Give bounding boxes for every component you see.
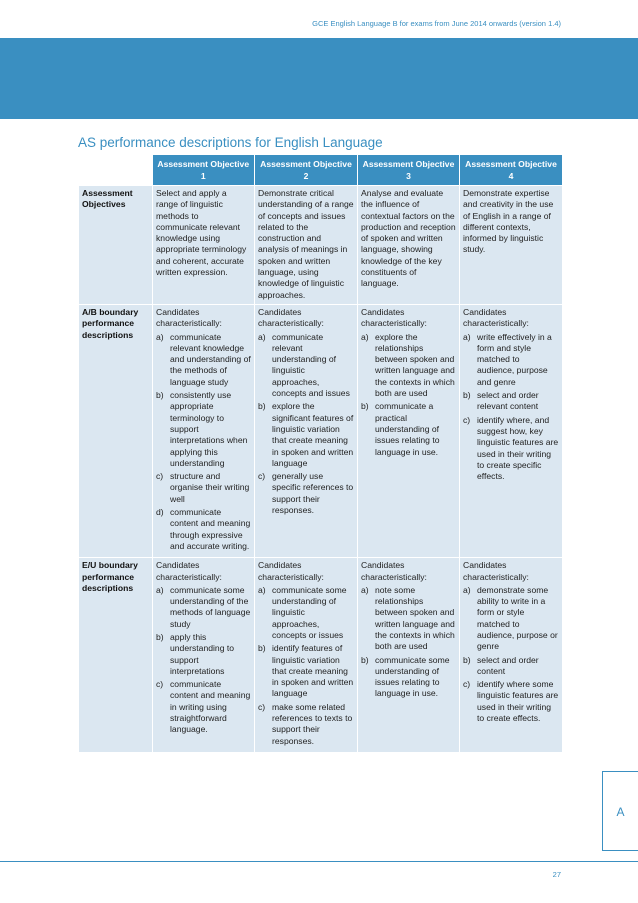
list-marker: a) [156, 331, 164, 342]
list-item-text: identify where some linguistic features are used in their writing to create effects. [477, 679, 559, 724]
list-item-text: demonstrate some ability to write in a form or style matched to audience, purpose or genre [477, 584, 558, 652]
list-item-text: explore the relationships between spoken and written language and the contexts in which both are used [375, 331, 455, 399]
list-marker: d) [156, 507, 164, 518]
list-marker: c) [463, 679, 471, 690]
list-marker: c) [463, 414, 471, 425]
descriptor-list [463, 585, 559, 725]
cell-intro: Candidates characteristically: [258, 306, 324, 329]
page-number: 27 [552, 870, 561, 879]
cell-text: Select and apply a range of linguistic methods to communicate relevant knowledge using appropriate terminology and coherent, accurate written expression. [156, 188, 247, 278]
list-item [156, 390, 251, 469]
list-item-text: communicate content and meaning through expressive and accurate writing. [170, 507, 251, 551]
descriptor-list [156, 585, 251, 736]
section-tab-label: A [616, 805, 625, 819]
table-cell [460, 304, 563, 557]
list-item [361, 655, 456, 700]
list-item-text: select and order relevant content [477, 390, 539, 412]
list-marker: a) [258, 584, 266, 595]
list-item-text: structure and organise their writing well [170, 471, 250, 504]
list-item [156, 585, 251, 630]
list-item-text: write effectively in a form and style matched to audience, purpose and genre [477, 331, 552, 387]
footer-rule [0, 861, 638, 862]
performance-table [78, 155, 563, 753]
cell-intro: Candidates characteristically: [463, 306, 529, 329]
list-item-text: make some related references to texts to support their responses. [272, 701, 353, 746]
list-item-text: communicate a practical understanding of issues relating to language in use. [375, 401, 440, 457]
list-marker: b) [156, 631, 164, 642]
row-header: A/B boundary performance descriptions [79, 304, 153, 557]
table-cell [255, 304, 358, 557]
list-item-text: communicate content and meaning in writing using straightforward language. [170, 679, 251, 735]
cell-text: Demonstrate expertise and creativity in the use of English in a range of different contexts, informed by linguistic study. [463, 188, 554, 255]
list-item [258, 702, 354, 747]
list-marker: b) [361, 654, 369, 665]
descriptor-list [258, 332, 354, 517]
cell-intro: Candidates characteristically: [258, 560, 324, 582]
list-item [463, 390, 559, 413]
list-marker: b) [258, 643, 266, 654]
list-item-text: explore the significant features of linguistic variation that create meaning in spoken and written language [272, 401, 354, 468]
row-header: E/U boundary performance descriptions [79, 558, 153, 753]
list-item-text: communicate some understanding of issues relating to language in use. [375, 654, 450, 699]
list-marker: a) [463, 331, 471, 342]
list-item [463, 585, 559, 653]
list-marker: c) [156, 471, 164, 482]
list-item [156, 332, 251, 388]
list-item-text: identify features of linguistic variation that create meaning in spoken and written language [272, 643, 354, 699]
column-header: Assessment Objective 1 [153, 155, 255, 186]
list-item-text: consistently use appropriate terminology to support interpretations when applying this understanding [170, 390, 248, 468]
table-header-row [79, 155, 563, 186]
list-item-text: communicate some understanding of the methods of language study [170, 584, 251, 629]
cell-text: Demonstrate critical understanding of a range of concepts and issues related to the construction and analysis of meanings in spoken and written language, using knowledge of linguistic approaches. [258, 188, 354, 300]
table-corner [79, 155, 153, 186]
table-cell [358, 558, 460, 753]
list-item [156, 471, 251, 505]
table-row [79, 186, 563, 305]
list-marker: a) [156, 584, 164, 595]
table-body [79, 186, 563, 753]
list-item-text: note some relationships between spoken and written language and the contexts in which both are used [375, 584, 455, 652]
list-marker: a) [361, 584, 369, 595]
descriptor-list [361, 585, 456, 700]
list-item-text: generally use specific references to support their responses. [272, 471, 354, 516]
row-header: Assessment Objectives [79, 186, 153, 305]
table-cell [153, 304, 255, 557]
table-cell [460, 186, 563, 305]
list-marker: b) [156, 390, 164, 401]
list-item [463, 415, 559, 483]
list-marker: b) [258, 401, 266, 412]
cell-intro: Candidates characteristically: [463, 560, 529, 582]
list-item [463, 655, 559, 678]
table-cell [255, 558, 358, 753]
descriptor-list [258, 585, 354, 747]
list-marker: c) [258, 701, 266, 712]
list-item [463, 679, 559, 724]
list-item [361, 401, 456, 457]
list-item [463, 332, 559, 388]
list-marker: c) [156, 679, 164, 690]
list-item [156, 679, 251, 735]
section-tab [602, 771, 638, 851]
table-cell [358, 304, 460, 557]
list-item [156, 632, 251, 677]
table-row [79, 304, 563, 557]
list-marker: b) [463, 390, 471, 401]
list-item [156, 507, 251, 552]
descriptor-list [463, 332, 559, 483]
table-cell [153, 186, 255, 305]
list-item [258, 471, 354, 516]
list-item [258, 585, 354, 641]
list-marker: c) [258, 471, 266, 482]
table-cell [153, 558, 255, 753]
list-item-text: communicate relevant understanding of linguistic approaches, concepts and issues [272, 331, 350, 399]
cell-intro: Candidates characteristically: [361, 560, 427, 582]
list-marker: b) [361, 401, 369, 412]
column-header: Assessment Objective 4 [460, 155, 563, 186]
list-item-text: communicate some understanding of linguistic approaches, concepts or issues [272, 584, 347, 640]
list-marker: a) [258, 331, 266, 342]
header-banner [0, 38, 638, 119]
list-item [361, 332, 456, 400]
list-item [361, 585, 456, 653]
list-item-text: communicate relevant knowledge and understanding of the methods of language study [170, 331, 251, 387]
list-item [258, 332, 354, 400]
cell-text: Analyse and evaluate the influence of contextual factors on the production and reception of spoken and written language, showing knowledge of the key constituents of language. [361, 188, 456, 289]
list-item-text: apply this understanding to support interpretations [170, 631, 235, 676]
table-cell [255, 186, 358, 305]
column-header: Assessment Objective 2 [255, 155, 358, 186]
list-item [258, 401, 354, 469]
section-title: AS performance descriptions for English Language [78, 135, 383, 150]
table-row [79, 558, 563, 753]
cell-intro: Candidates characteristically: [156, 306, 222, 329]
list-marker: a) [361, 331, 369, 342]
cell-intro: Candidates characteristically: [361, 306, 427, 329]
list-item [258, 643, 354, 699]
cell-intro: Candidates characteristically: [156, 560, 222, 582]
list-item-text: select and order content [477, 654, 539, 676]
list-item-text: identify where, and suggest how, key linguistic features are used in their writing to create specific effects. [477, 414, 559, 482]
table-cell [358, 186, 460, 305]
list-marker: a) [463, 584, 471, 595]
running-head: GCE English Language B for exams from June 2014 onwards (version 1.4) [312, 19, 561, 28]
descriptor-list [361, 332, 456, 458]
descriptor-list [156, 332, 251, 553]
column-header: Assessment Objective 3 [358, 155, 460, 186]
list-marker: b) [463, 654, 471, 665]
table-cell [460, 558, 563, 753]
